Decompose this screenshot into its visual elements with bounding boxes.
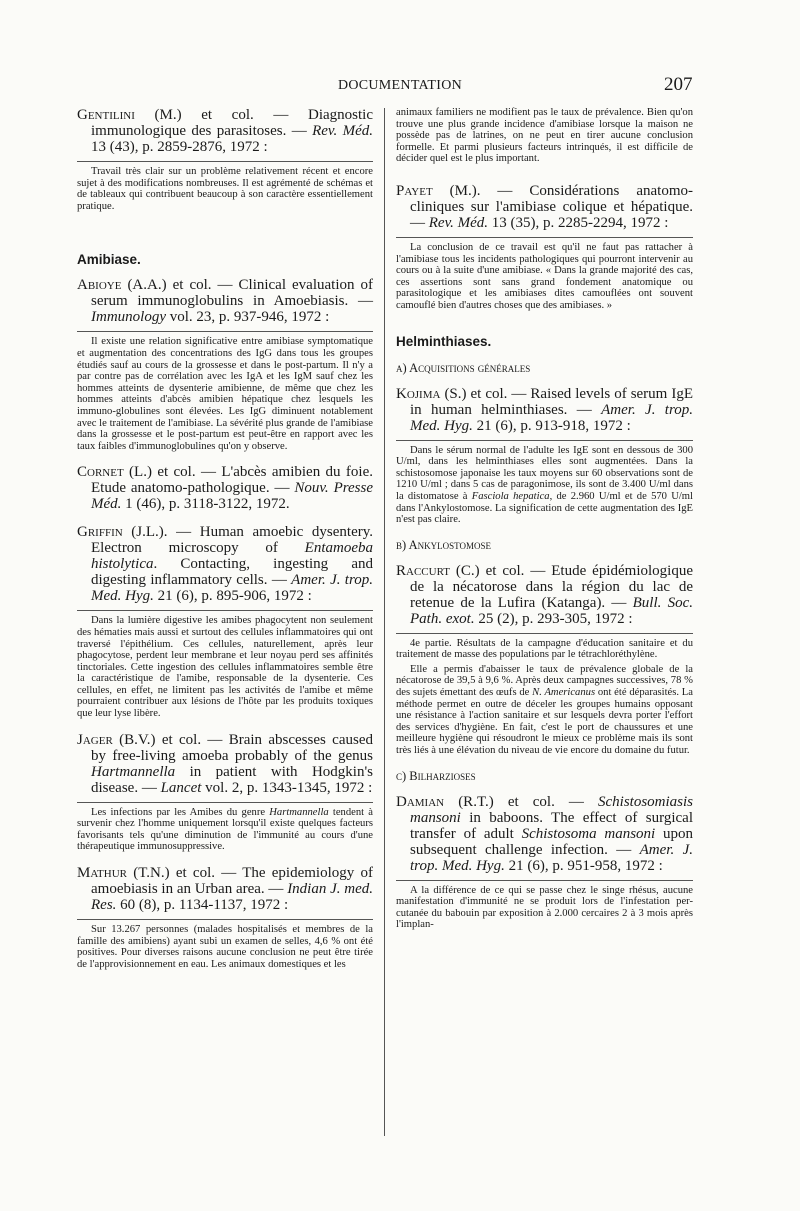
title: et col. — The epidemiology of amoebiasis in an Urban area. — — [91, 865, 373, 898]
species: N. Americanus — [532, 687, 596, 699]
title: . — Human amoebic dysentery. Electron microscopy of — [91, 524, 374, 557]
title: et col. — Etude épidémiologique de la nécatorose dans la région du lac de retenue de la Lufira (Katanga). — — [410, 562, 693, 611]
reference: vol. 23, p. 937-946, 1972 : — [166, 309, 330, 326]
subsection-heading: c) Bilharzioses — [396, 768, 476, 783]
species: Hartmannella — [91, 763, 176, 780]
reference: 21 (6), p. 913-918, 1972 : — [472, 417, 631, 434]
entry-kojima — [396, 386, 693, 526]
reference: vol. 2, p. 1343-1345, 1972 : — [201, 779, 373, 796]
author: Griffin (J.L.) — [77, 524, 164, 541]
citation — [77, 524, 373, 604]
species: Schistosomiasis mansoni — [410, 793, 694, 826]
journal: Amer. J. trop. Med. Hyg. — [91, 572, 373, 605]
running-header: DOCUMENTATION — [337, 78, 463, 93]
abstract-text: tendent à survenir chez l'homme uniquement lorsqu'il existe quelques facteurs favorisants tels qu'une diminution de l'immunité au cours d'une thérapeutique immunosuppressive. — [77, 806, 373, 853]
title-cont: . Contacting, ingesting and digesting inflammatory cells. — — [91, 556, 373, 589]
citation — [77, 107, 373, 155]
journal: Amer. J. trop. Med. Hyg. — [410, 401, 694, 434]
entry-gentilini — [77, 107, 373, 212]
abstract-paragraph: Sur 13.267 personnes (malades hospitalisés et membres de la famille des amibiens) ayant subi un examen de selles, 4,6 % ont été positives. Pour diverses raisons aucune conclusion ne peut être tirée de l'approvisionnement en eau. Les animaux domestiques et les — [77, 924, 373, 970]
abstract — [77, 802, 373, 853]
entry-damian — [396, 794, 693, 931]
reference: 1 (46), p. 3118-3122, 1972. — [121, 496, 290, 513]
citation — [396, 386, 693, 434]
title-cont: in patient with Hodgkin's disease. — — [91, 763, 373, 796]
species: Fasciola hepatica — [471, 490, 550, 502]
citation — [77, 277, 373, 325]
journal: Amer. J. trop. Med. Hyg. — [410, 841, 693, 874]
abstract — [77, 919, 373, 970]
abstract-text: Les infections par les Amibes du genre — [91, 806, 270, 818]
reference: 13 (43), p. 2859-2876, 1972 : — [91, 139, 268, 155]
species: Hartmannella — [269, 806, 329, 818]
entry-raccurt — [396, 563, 693, 757]
subsection-heading: b) Ankylostomose — [396, 537, 491, 552]
author: Payet (M.) — [396, 182, 477, 199]
author: Jager (B.V.) — [77, 731, 156, 748]
title: et col. — L'abcès amibien du foie. Etude anatomo-pathologique. — — [91, 464, 374, 497]
reference: 21 (6), p. 895-906, 1972 : — [153, 588, 312, 605]
entry-mathur-continued — [396, 107, 693, 165]
reference: 21 (6), p. 951-958, 1972 : — [504, 857, 663, 874]
title: . — Considérations anatomo-cliniques sur l'amibiase colique et hépatique. — — [410, 182, 693, 231]
citation — [396, 183, 693, 231]
title: et col. — Brain abscesses caused by free-living amoeba probably of the genus — [91, 731, 373, 764]
entry-jager — [77, 732, 373, 853]
abstract-paragraph: A la différence de ce qui se passe chez le singe rhésus, aucune manifestation d'immunité ne se produit lors de l'infestation per-cutanée du babouin par exposition à 2.000 cercaires 2 à 3 mois après l'implan- — [396, 884, 693, 931]
left-column — [77, 107, 373, 982]
author: Gentilini (M.) — [77, 107, 182, 123]
journal: Bull. Soc. Path. exot. — [410, 594, 693, 627]
entry-abioye — [77, 277, 373, 452]
author: Cornet (L.) — [77, 464, 152, 481]
column-divider — [384, 108, 385, 1136]
species: Entamoeba histolytica — [91, 540, 373, 573]
reference: 25 (2), p. 293-305, 1972 : — [474, 610, 633, 627]
journal: Rev. Méd. — [312, 123, 373, 139]
journal: Immunology — [91, 309, 166, 326]
entry-payet — [396, 183, 693, 312]
title: et col. — Raised levels of serum IgE in human helminthiases. — — [410, 385, 693, 418]
abstract-paragraph: Dans la lumière digestive les amibes phagocytent non seulement des hématies mais aussi et surtout des cellules inflammatoires qui ont traversé l'épithélium. Ces cellules, naturellement, après leur phagocytose, perdent leur membrane et leur noyau perd ses affinités tinctoriales. Cette ingestion des cellules inflammatoires semble être la caractéristique de l'amibe, responsable de la dysenterie. Ces cellules, en effet, ne limitent pas les activités de l'amibe et même pourraient contribuer aux lésions de l'hôte par les produits toxiques que leur lyse libère. — [77, 615, 373, 720]
abstract-paragraph: Il existe une relation significative entre amibiase symptomatique et augmentation des concentrations des IgG dans tous les groupes étudiés sauf au cours de la grossesse et dans le post-partum. Il n'y a par contre pas de corrélation avec les IgA et les IgM sauf chez les hommes atteints de dysenterie amibienne, de même que chez les hommes atteints d'abcès amibien hépatique chez lesquels les immuno-globulines sont élevées. Les IgG diminuent notablement avec le traitement de l'amibiase. La sévérité plus grande de l'amibiase dans la grossesse et le post-partum est peut-être en rapport avec les taux faibles d'immunoglobulines qu'on y observe. — [77, 336, 373, 452]
title: et col. — — [493, 793, 598, 810]
citation — [77, 464, 373, 512]
title: et col. — Clinical evaluation of serum immunoglobulins in Amoebiasis. — — [91, 277, 373, 310]
journal: Lancet — [160, 779, 202, 796]
abstract-paragraph: animaux familiers ne modifient pas le taux de prévalence. Bien qu'on trouve une plus grande incidence d'amibiase lorsque la maison ne possède pas de latrines, on ne peut en tirer aucune conclusion formelle. Et parmi plusieurs facteurs intrinqués, il est difficile de décider quel est le plus important. — [396, 107, 693, 165]
title-cont: upon subsequent challenge infection. — — [410, 825, 693, 858]
abstract — [396, 633, 693, 757]
abstract-text: ont été déparasités. La méthode permet en outre de déceler les groupes humains opposant une résistance à l'action sanitaire et sur lesquels devra porter l'effort des services d'hygiène. En fait, c'est le port de chaussures et une meilleure hygiène qui résoudront le mieux ce problème mais ils sont très liés à une élévation du niveau de vie encore du domaine du futur. — [396, 687, 693, 757]
author: Damian (R.T.) — [396, 793, 494, 810]
author: Abioye (A.A.) — [77, 277, 167, 294]
section-heading: Helminthiases. — [396, 333, 492, 349]
citation — [77, 732, 373, 796]
author: Mathur (T.N.) — [77, 865, 170, 882]
entry-griffin — [77, 524, 373, 719]
title: et col. — Diagnostic immunologique des parasitoses. — — [91, 107, 373, 139]
abstract-text: Dans le sérum normal de l'adulte les IgE sont en dessous de 300 U/ml, dans les helminthiases elles sont augmentées. Dans la schistosomose japonaise les taux moyens sur 60 observations sont de 1210 U/ml ; dans 5 cas de paragonimose, ils sont de 3.400 U/ml dans la distomatose à — [396, 444, 693, 502]
abstract-text: Elle a permis d'abaisser le taux de prévalence globale de la nécatorose de 39,5 à 9,6 %. Après deux campagnes successives, 78 % des sujets émettant des œufs de — [396, 663, 693, 699]
abstract — [77, 161, 373, 212]
journal: Rev. Méd. — [428, 214, 489, 231]
citation — [396, 794, 693, 874]
page-number: 207 — [664, 74, 693, 95]
abstract-paragraph — [396, 664, 693, 757]
right-column — [396, 107, 693, 943]
abstract — [77, 331, 373, 452]
subsection-heading: a) Acquisitions générales — [396, 360, 531, 375]
citation — [77, 865, 373, 913]
abstract-paragraph: 4e partie. Résultats de la campagne d'éducation sanitaire et du traitement de masse des populations par le tétrachloréthylène. — [396, 637, 693, 661]
journal: Nouv. Presse Méd. — [91, 480, 373, 513]
title-cont: in baboons. The effect of surgical transfer of adult — [410, 809, 693, 842]
author: Kojima (S.) — [396, 385, 467, 402]
abstract-paragraph — [77, 807, 373, 853]
species: Schistosoma mansoni — [521, 825, 656, 842]
abstract — [396, 880, 693, 931]
abstract — [77, 610, 373, 719]
abstract-paragraph — [396, 445, 693, 526]
abstract — [396, 237, 693, 312]
author: Raccurt (C.) — [396, 562, 480, 579]
abstract-paragraph: Travail très clair sur un problème relativement récent et encore sujet à des modifications nombreuses. Il est agrémenté de schémas et de tableaux qui contribuent beaucoup à son caractère essentiellement pratique. — [77, 166, 373, 212]
reference: 60 (8), p. 1134-1137, 1972 : — [116, 897, 289, 914]
citation — [396, 563, 693, 627]
reference: 13 (35), p. 2285-2294, 1972 : — [488, 214, 669, 231]
entry-mathur — [77, 865, 373, 970]
journal: Indian J. med. Res. — [91, 881, 373, 914]
entry-cornet — [77, 464, 373, 512]
section-heading: Amibiase. — [77, 252, 141, 268]
abstract — [396, 440, 693, 526]
abstract-paragraph: La conclusion de ce travail est qu'il ne faut pas rattacher à l'amibiase tous les incidents pathologiques qui pourront intervenir au cours ou à la suite d'une amibiase. « Dans la grande majorité des cas, ces assertions sont sans grand fondement anatomique ou parasitologique et les amibiases dites camouflées ont souvent camouflé bien d'autres choses que des amibiases. » — [396, 241, 693, 311]
abstract-text: , de 2.960 U/ml et de 570 U/ml dans l'Ankylostomose. La signification de cette augmentation des IgE n'est pas claire. — [396, 490, 693, 526]
abstract — [396, 107, 693, 165]
